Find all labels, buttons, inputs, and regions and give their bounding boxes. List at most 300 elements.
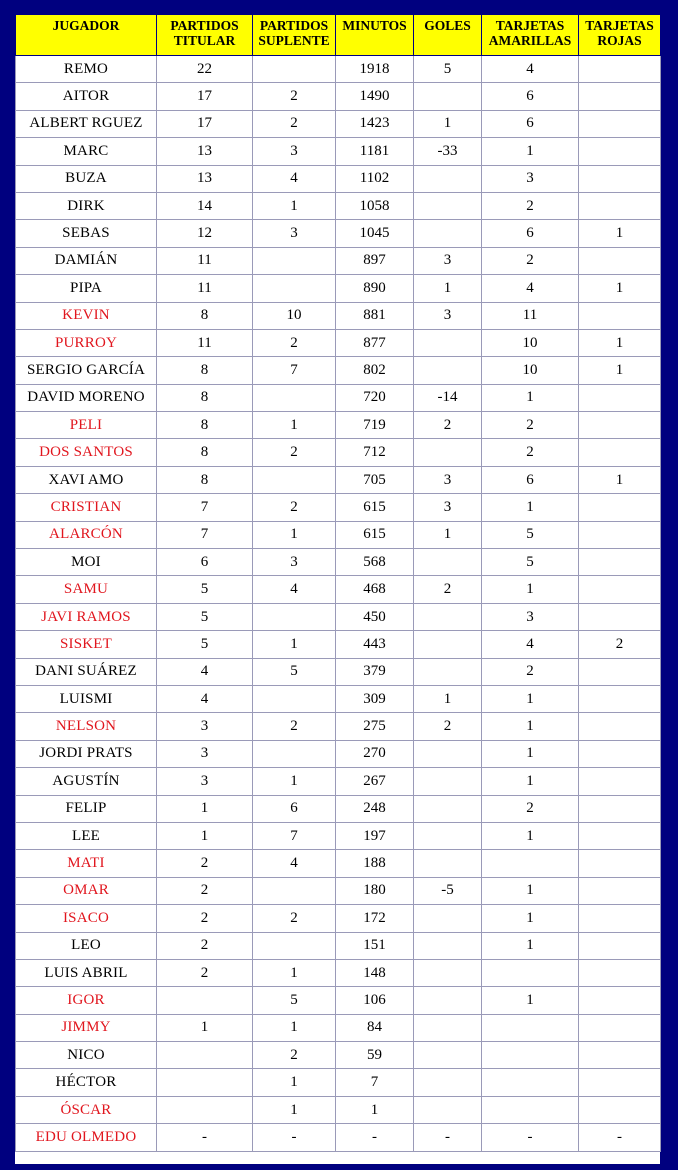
minutos-cell: 248 — [336, 795, 414, 822]
player-name: REMO — [16, 56, 157, 83]
table-body — [16, 56, 661, 1152]
partidos-titular-cell: 5 — [157, 603, 253, 630]
partidos-titular-cell — [157, 1042, 253, 1069]
tarjetas-amarillas-cell — [482, 1014, 579, 1041]
table-row — [16, 631, 661, 658]
partidos-suplente-cell: 3 — [253, 220, 336, 247]
minutos-cell: 180 — [336, 877, 414, 904]
goles-cell: 2 — [414, 713, 482, 740]
minutos-cell: 568 — [336, 549, 414, 576]
goles-cell — [414, 850, 482, 877]
minutos-cell: 59 — [336, 1042, 414, 1069]
partidos-titular-cell: 7 — [157, 521, 253, 548]
partidos-titular-cell: 13 — [157, 138, 253, 165]
partidos-suplente-cell: - — [253, 1124, 336, 1151]
table-row — [16, 302, 661, 329]
tarjetas-amarillas-cell — [482, 850, 579, 877]
header-minutos: MINUTOS — [336, 15, 414, 56]
player-name: DAMIÁN — [16, 247, 157, 274]
tarjetas-amarillas-cell: 3 — [482, 603, 579, 630]
table-row — [16, 165, 661, 192]
partidos-titular-cell: 2 — [157, 850, 253, 877]
tarjetas-rojas-cell — [579, 521, 661, 548]
goles-cell — [414, 905, 482, 932]
minutos-cell: 720 — [336, 384, 414, 411]
tarjetas-amarillas-cell: 2 — [482, 658, 579, 685]
partidos-suplente-cell — [253, 275, 336, 302]
tarjetas-amarillas-cell — [482, 1042, 579, 1069]
tarjetas-rojas-cell — [579, 822, 661, 849]
goles-cell — [414, 740, 482, 767]
tarjetas-amarillas-cell: 4 — [482, 631, 579, 658]
tarjetas-rojas-cell — [579, 740, 661, 767]
partidos-suplente-cell: 2 — [253, 83, 336, 110]
header-tarjetas-amarillas: TARJETAS AMARILLAS — [482, 15, 579, 56]
player-name: NICO — [16, 1042, 157, 1069]
player-name: OMAR — [16, 877, 157, 904]
minutos-cell: 148 — [336, 959, 414, 986]
partidos-titular-cell: 8 — [157, 302, 253, 329]
tarjetas-amarillas-cell: 1 — [482, 685, 579, 712]
partidos-suplente-cell: 7 — [253, 822, 336, 849]
tarjetas-rojas-cell — [579, 1069, 661, 1096]
partidos-suplente-cell: 1 — [253, 521, 336, 548]
player-name: AITOR — [16, 83, 157, 110]
table-row — [16, 1069, 661, 1096]
table-row — [16, 932, 661, 959]
partidos-suplente-cell: 4 — [253, 165, 336, 192]
table-row — [16, 439, 661, 466]
header-partidos-titular: PARTIDOS TITULAR — [157, 15, 253, 56]
tarjetas-rojas-cell — [579, 302, 661, 329]
minutos-cell: 1058 — [336, 192, 414, 219]
table-row — [16, 220, 661, 247]
header-partidos-suplente: PARTIDOS SUPLENTE — [253, 15, 336, 56]
partidos-titular-cell: 11 — [157, 275, 253, 302]
player-name: SERGIO GARCÍA — [16, 357, 157, 384]
tarjetas-rojas-cell: 2 — [579, 631, 661, 658]
tarjetas-rojas-cell: 1 — [579, 357, 661, 384]
tarjetas-rojas-cell: 1 — [579, 466, 661, 493]
minutos-cell: 1181 — [336, 138, 414, 165]
table-row — [16, 494, 661, 521]
goles-cell — [414, 768, 482, 795]
tarjetas-rojas-cell — [579, 110, 661, 137]
minutos-cell: 802 — [336, 357, 414, 384]
partidos-titular-cell: 2 — [157, 905, 253, 932]
table-row — [16, 138, 661, 165]
table-row — [16, 1042, 661, 1069]
table-row — [16, 576, 661, 603]
tarjetas-rojas-cell — [579, 165, 661, 192]
partidos-titular-cell: 8 — [157, 357, 253, 384]
minutos-cell: 443 — [336, 631, 414, 658]
player-name: MOI — [16, 549, 157, 576]
player-name: BUZA — [16, 165, 157, 192]
minutos-cell: 877 — [336, 329, 414, 356]
tarjetas-rojas-cell — [579, 549, 661, 576]
goles-cell — [414, 439, 482, 466]
tarjetas-rojas-cell — [579, 412, 661, 439]
table-row — [16, 521, 661, 548]
tarjetas-rojas-cell — [579, 576, 661, 603]
player-name: KEVIN — [16, 302, 157, 329]
table-row — [16, 247, 661, 274]
goles-cell — [414, 603, 482, 630]
tarjetas-rojas-cell: 1 — [579, 275, 661, 302]
partidos-titular-cell: 1 — [157, 822, 253, 849]
player-name: DOS SANTOS — [16, 439, 157, 466]
minutos-cell: 84 — [336, 1014, 414, 1041]
minutos-cell: 705 — [336, 466, 414, 493]
table-row — [16, 740, 661, 767]
tarjetas-rojas-cell — [579, 713, 661, 740]
minutos-cell: 172 — [336, 905, 414, 932]
player-name: AGUSTÍN — [16, 768, 157, 795]
goles-cell — [414, 220, 482, 247]
tarjetas-rojas-cell — [579, 384, 661, 411]
table-row — [16, 713, 661, 740]
partidos-titular-cell: 2 — [157, 959, 253, 986]
tarjetas-amarillas-cell: 5 — [482, 549, 579, 576]
goles-cell: 2 — [414, 576, 482, 603]
minutos-cell: 1045 — [336, 220, 414, 247]
tarjetas-rojas-cell: - — [579, 1124, 661, 1151]
minutos-cell: 1918 — [336, 56, 414, 83]
player-name: DIRK — [16, 192, 157, 219]
tarjetas-amarillas-cell: 6 — [482, 110, 579, 137]
partidos-suplente-cell — [253, 56, 336, 83]
player-name: PELI — [16, 412, 157, 439]
partidos-titular-cell: 6 — [157, 549, 253, 576]
partidos-titular-cell: 8 — [157, 384, 253, 411]
partidos-titular-cell: 17 — [157, 83, 253, 110]
tarjetas-amarillas-cell: 1 — [482, 138, 579, 165]
tarjetas-amarillas-cell: 2 — [482, 439, 579, 466]
partidos-suplente-cell: 1 — [253, 192, 336, 219]
table-row — [16, 110, 661, 137]
minutos-cell: 379 — [336, 658, 414, 685]
partidos-suplente-cell: 3 — [253, 138, 336, 165]
partidos-suplente-cell — [253, 740, 336, 767]
table-row — [16, 795, 661, 822]
partidos-titular-cell: 4 — [157, 685, 253, 712]
minutos-cell: 309 — [336, 685, 414, 712]
minutos-cell: - — [336, 1124, 414, 1151]
table-row — [16, 850, 661, 877]
player-name: CRISTIAN — [16, 494, 157, 521]
partidos-suplente-cell — [253, 247, 336, 274]
partidos-suplente-cell — [253, 603, 336, 630]
partidos-titular-cell: 3 — [157, 740, 253, 767]
goles-cell: 3 — [414, 466, 482, 493]
minutos-cell: 270 — [336, 740, 414, 767]
tarjetas-amarillas-cell: 1 — [482, 494, 579, 521]
tarjetas-amarillas-cell: 10 — [482, 357, 579, 384]
partidos-suplente-cell: 6 — [253, 795, 336, 822]
partidos-suplente-cell: 2 — [253, 494, 336, 521]
partidos-suplente-cell: 5 — [253, 987, 336, 1014]
tarjetas-amarillas-cell: 1 — [482, 576, 579, 603]
goles-cell — [414, 795, 482, 822]
player-name: ISACO — [16, 905, 157, 932]
goles-cell: 1 — [414, 110, 482, 137]
minutos-cell: 1102 — [336, 165, 414, 192]
player-stats-table — [15, 14, 661, 1152]
goles-cell: 3 — [414, 302, 482, 329]
minutos-cell: 468 — [336, 576, 414, 603]
tarjetas-amarillas-cell: 1 — [482, 384, 579, 411]
tarjetas-rojas-cell — [579, 795, 661, 822]
table-row — [16, 192, 661, 219]
table-row — [16, 987, 661, 1014]
minutos-cell: 615 — [336, 521, 414, 548]
partidos-titular-cell: 2 — [157, 932, 253, 959]
goles-cell — [414, 1069, 482, 1096]
player-name: PIPA — [16, 275, 157, 302]
tarjetas-amarillas-cell: 1 — [482, 877, 579, 904]
minutos-cell: 450 — [336, 603, 414, 630]
minutos-cell: 615 — [336, 494, 414, 521]
partidos-suplente-cell: 2 — [253, 439, 336, 466]
partidos-titular-cell: 14 — [157, 192, 253, 219]
partidos-titular-cell: 7 — [157, 494, 253, 521]
tarjetas-amarillas-cell: 6 — [482, 466, 579, 493]
tarjetas-amarillas-cell: 5 — [482, 521, 579, 548]
player-name: LUIS ABRIL — [16, 959, 157, 986]
player-name: SEBAS — [16, 220, 157, 247]
tarjetas-rojas-cell — [579, 83, 661, 110]
partidos-suplente-cell: 1 — [253, 1069, 336, 1096]
partidos-suplente-cell: 7 — [253, 357, 336, 384]
table-row — [16, 959, 661, 986]
minutos-cell: 890 — [336, 275, 414, 302]
tarjetas-rojas-cell — [579, 959, 661, 986]
header-goles: GOLES — [414, 15, 482, 56]
tarjetas-rojas-cell — [579, 1042, 661, 1069]
tarjetas-rojas-cell — [579, 877, 661, 904]
table-row — [16, 56, 661, 83]
partidos-suplente-cell: 2 — [253, 905, 336, 932]
partidos-titular-cell: 3 — [157, 713, 253, 740]
goles-cell — [414, 987, 482, 1014]
partidos-suplente-cell — [253, 877, 336, 904]
tarjetas-amarillas-cell: 2 — [482, 412, 579, 439]
tarjetas-rojas-cell — [579, 439, 661, 466]
goles-cell — [414, 329, 482, 356]
partidos-suplente-cell: 4 — [253, 850, 336, 877]
partidos-titular-cell: 13 — [157, 165, 253, 192]
goles-cell — [414, 1042, 482, 1069]
partidos-titular-cell: 12 — [157, 220, 253, 247]
tarjetas-amarillas-cell: 10 — [482, 329, 579, 356]
tarjetas-rojas-cell — [579, 905, 661, 932]
player-name: SISKET — [16, 631, 157, 658]
player-name: FELIP — [16, 795, 157, 822]
goles-cell — [414, 631, 482, 658]
table-row — [16, 877, 661, 904]
player-name: NELSON — [16, 713, 157, 740]
player-name: DAVID MORENO — [16, 384, 157, 411]
tarjetas-rojas-cell — [579, 1014, 661, 1041]
table-row — [16, 83, 661, 110]
table-row — [16, 658, 661, 685]
partidos-titular-cell — [157, 1096, 253, 1123]
partidos-titular-cell: 8 — [157, 466, 253, 493]
minutos-cell: 197 — [336, 822, 414, 849]
goles-cell: 3 — [414, 247, 482, 274]
partidos-suplente-cell: 1 — [253, 1014, 336, 1041]
partidos-titular-cell: 4 — [157, 658, 253, 685]
minutos-cell: 106 — [336, 987, 414, 1014]
goles-cell: 3 — [414, 494, 482, 521]
player-name: HÉCTOR — [16, 1069, 157, 1096]
partidos-suplente-cell: 3 — [253, 549, 336, 576]
player-name: JIMMY — [16, 1014, 157, 1041]
player-name: JORDI PRATS — [16, 740, 157, 767]
tarjetas-amarillas-cell: 1 — [482, 713, 579, 740]
tarjetas-rojas-cell — [579, 603, 661, 630]
tarjetas-rojas-cell: 1 — [579, 220, 661, 247]
tarjetas-amarillas-cell: 1 — [482, 768, 579, 795]
minutos-cell: 719 — [336, 412, 414, 439]
tarjetas-rojas-cell — [579, 138, 661, 165]
table-row — [16, 822, 661, 849]
partidos-titular-cell: 2 — [157, 877, 253, 904]
partidos-suplente-cell: 1 — [253, 412, 336, 439]
table-row — [16, 1014, 661, 1041]
partidos-titular-cell: 8 — [157, 439, 253, 466]
goles-cell: 5 — [414, 56, 482, 83]
goles-cell: 2 — [414, 412, 482, 439]
player-name: PURROY — [16, 329, 157, 356]
partidos-suplente-cell — [253, 932, 336, 959]
tarjetas-amarillas-cell: 1 — [482, 740, 579, 767]
header-tarjetas-rojas: TARJETAS ROJAS — [579, 15, 661, 56]
goles-cell: 1 — [414, 521, 482, 548]
partidos-suplente-cell: 1 — [253, 631, 336, 658]
player-name: IGOR — [16, 987, 157, 1014]
goles-cell — [414, 959, 482, 986]
goles-cell — [414, 1096, 482, 1123]
table-row — [16, 384, 661, 411]
table-row — [16, 1124, 661, 1151]
player-name: SAMU — [16, 576, 157, 603]
tarjetas-amarillas-cell: 6 — [482, 220, 579, 247]
player-name: ALARCÓN — [16, 521, 157, 548]
tarjetas-amarillas-cell: 2 — [482, 192, 579, 219]
tarjetas-amarillas-cell: 11 — [482, 302, 579, 329]
minutos-cell: 881 — [336, 302, 414, 329]
table-row — [16, 412, 661, 439]
minutos-cell: 1423 — [336, 110, 414, 137]
tarjetas-amarillas-cell: 2 — [482, 795, 579, 822]
partidos-titular-cell — [157, 987, 253, 1014]
minutos-cell: 188 — [336, 850, 414, 877]
table-row — [16, 357, 661, 384]
player-name: LEO — [16, 932, 157, 959]
player-name: MARC — [16, 138, 157, 165]
tarjetas-rojas-cell — [579, 658, 661, 685]
partidos-suplente-cell: 1 — [253, 1096, 336, 1123]
player-name: JAVI RAMOS — [16, 603, 157, 630]
tarjetas-rojas-cell: 1 — [579, 329, 661, 356]
goles-cell: - — [414, 1124, 482, 1151]
table-row — [16, 905, 661, 932]
tarjetas-rojas-cell — [579, 1096, 661, 1123]
partidos-titular-cell: 5 — [157, 631, 253, 658]
minutos-cell: 712 — [336, 439, 414, 466]
partidos-suplente-cell: 2 — [253, 713, 336, 740]
partidos-titular-cell: 1 — [157, 1014, 253, 1041]
minutos-cell: 7 — [336, 1069, 414, 1096]
partidos-suplente-cell: 10 — [253, 302, 336, 329]
partidos-suplente-cell: 2 — [253, 110, 336, 137]
tarjetas-amarillas-cell: 1 — [482, 987, 579, 1014]
tarjetas-amarillas-cell: 1 — [482, 932, 579, 959]
tarjetas-rojas-cell — [579, 192, 661, 219]
table-row — [16, 768, 661, 795]
goles-cell: 1 — [414, 275, 482, 302]
partidos-titular-cell: 17 — [157, 110, 253, 137]
goles-cell — [414, 549, 482, 576]
goles-cell: -5 — [414, 877, 482, 904]
goles-cell — [414, 822, 482, 849]
tarjetas-amarillas-cell: 4 — [482, 275, 579, 302]
tarjetas-rojas-cell — [579, 768, 661, 795]
partidos-suplente-cell: 2 — [253, 1042, 336, 1069]
partidos-suplente-cell — [253, 466, 336, 493]
goles-cell: 1 — [414, 685, 482, 712]
goles-cell: -14 — [414, 384, 482, 411]
tarjetas-amarillas-cell — [482, 959, 579, 986]
minutos-cell: 275 — [336, 713, 414, 740]
goles-cell — [414, 357, 482, 384]
tarjetas-rojas-cell — [579, 850, 661, 877]
player-name: ALBERT RGUEZ — [16, 110, 157, 137]
partidos-titular-cell: 11 — [157, 329, 253, 356]
minutos-cell: 1 — [336, 1096, 414, 1123]
goles-cell — [414, 932, 482, 959]
tarjetas-rojas-cell — [579, 56, 661, 83]
tarjetas-amarillas-cell: 4 — [482, 56, 579, 83]
table-row — [16, 329, 661, 356]
partidos-suplente-cell: 2 — [253, 329, 336, 356]
player-name: LUISMI — [16, 685, 157, 712]
tarjetas-rojas-cell — [579, 247, 661, 274]
tarjetas-rojas-cell — [579, 685, 661, 712]
partidos-suplente-cell: 1 — [253, 959, 336, 986]
player-name: DANI SUÁREZ — [16, 658, 157, 685]
table-row — [16, 466, 661, 493]
partidos-titular-cell: 1 — [157, 795, 253, 822]
partidos-suplente-cell — [253, 384, 336, 411]
tarjetas-amarillas-cell: 1 — [482, 905, 579, 932]
goles-cell — [414, 165, 482, 192]
tarjetas-amarillas-cell: 3 — [482, 165, 579, 192]
header-jugador: JUGADOR — [16, 15, 157, 56]
goles-cell — [414, 83, 482, 110]
tarjetas-amarillas-cell — [482, 1069, 579, 1096]
tarjetas-amarillas-cell: 1 — [482, 822, 579, 849]
tarjetas-amarillas-cell: 2 — [482, 247, 579, 274]
minutos-cell: 897 — [336, 247, 414, 274]
partidos-suplente-cell: 5 — [253, 658, 336, 685]
tarjetas-rojas-cell — [579, 987, 661, 1014]
partidos-titular-cell — [157, 1069, 253, 1096]
player-name: XAVI AMO — [16, 466, 157, 493]
partidos-titular-cell: 22 — [157, 56, 253, 83]
